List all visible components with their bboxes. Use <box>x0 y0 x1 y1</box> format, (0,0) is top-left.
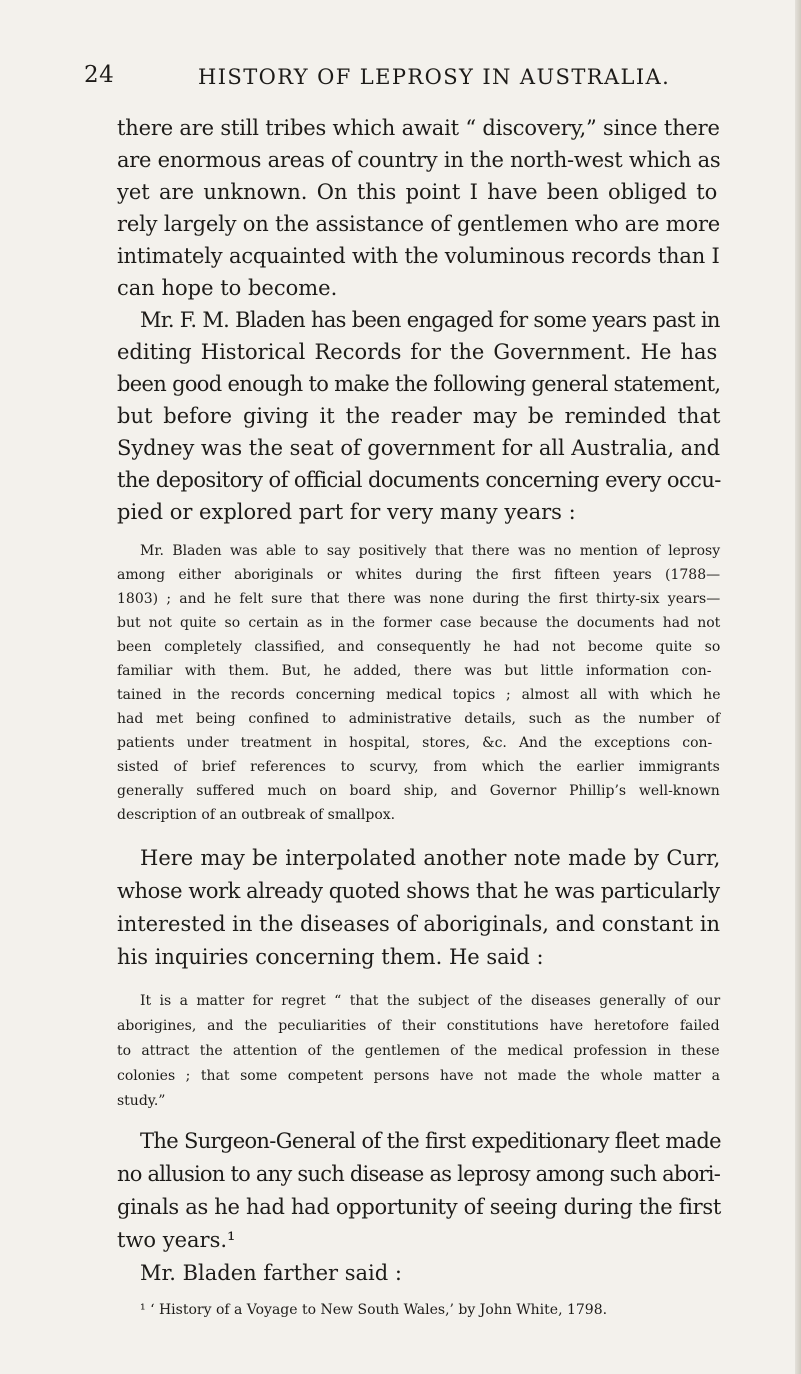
text-line: The Surgeon-General of the first expeditionary fleet made <box>140 1129 721 1153</box>
quote-line: It is a matter for regret “ that the subject of the diseases generally of our <box>140 993 721 1009</box>
text-line: rely largely on the assistance of gentlemen who are more <box>117 212 721 236</box>
running-title: HISTORY OF LEPROSY IN AUSTRALIA. <box>198 65 671 89</box>
text-line: can hope to become. <box>117 276 338 300</box>
text-line: Sydney was the seat of government for all Australia, and <box>117 436 721 460</box>
text-line: two years.¹ <box>117 1228 236 1252</box>
quote-line: tained in the records concerning medical topics ; almost all with which he <box>117 687 721 703</box>
quote-line: Mr. Bladen was able to say positively that there was no mention of leprosy <box>140 543 721 559</box>
text-line: interested in the diseases of aboriginals, and constant in <box>117 912 721 936</box>
text-line: intimately acquainted with the voluminous records than I <box>117 244 720 268</box>
quote-line: generally suffered much on board ship, and Governor Phillip’s well-known <box>117 783 720 799</box>
text-line: pied or explored part for very many years : <box>117 500 576 524</box>
text-line: yet are unknown. On this point I have been obliged to <box>117 180 718 204</box>
text-line: whose work already quoted shows that he was particularly <box>117 879 720 903</box>
page-header <box>84 62 724 96</box>
quote-line: to attract the attention of the gentlemen of the medical profession in these <box>117 1043 720 1059</box>
quote-line: familiar with them. But, he added, there was but little information con- <box>117 663 712 679</box>
quote-line: aborigines, and the peculiarities of their constitutions have heretofore failed <box>117 1018 720 1034</box>
text-line: Here may be interpolated another note made by Curr, <box>140 846 721 870</box>
quote-line: among either aboriginals or whites during the first fifteen years (1788— <box>117 567 721 583</box>
page-edge <box>795 0 801 1374</box>
quote-line: had met being confined to administrative details, such as the number of <box>117 711 720 727</box>
quote-line: sisted of brief references to scurvy, from which the earlier immigrants <box>117 759 720 775</box>
quote-line: been completely classified, and consequently he had not become quite so <box>117 639 721 655</box>
quote-line: patients under treatment in hospital, stores, &c. And the exceptions con- <box>117 735 713 751</box>
footnote: ¹ ‘ History of a Voyage to New South Wales,’ by John White, 1798. <box>140 1302 608 1318</box>
text-line: are enormous areas of country in the north-west which as <box>117 148 721 172</box>
quote-line: description of an outbreak of smallpox. <box>117 807 396 823</box>
quote-line: but not quite so certain as in the former case because the documents had not <box>117 615 721 631</box>
text-line: been good enough to make the following general statement, <box>117 372 721 396</box>
text-line: the depository of official documents concerning every occu- <box>117 468 721 492</box>
text-line: no allusion to any such disease as leprosy among such abori- <box>117 1162 721 1186</box>
text-line: ginals as he had had opportunity of seeing during the first <box>117 1195 721 1219</box>
text-line: there are still tribes which await “ discovery,” since there <box>117 116 720 140</box>
page-number: 24 <box>84 62 115 88</box>
text-line: but before giving it the reader may be reminded that <box>117 404 721 428</box>
text-line: Mr. F. M. Bladen has been engaged for some years past in <box>140 308 720 332</box>
quote-line: colonies ; that some competent persons have not made the whole matter a <box>117 1068 720 1084</box>
quote-line: 1803) ; and he felt sure that there was none during the first thirty-six years— <box>117 591 721 607</box>
text-line: his inquiries concerning them. He said : <box>117 945 544 969</box>
quote-line: study.” <box>117 1093 166 1109</box>
text-line: Mr. Bladen farther said : <box>140 1261 402 1285</box>
text-line: editing Historical Records for the Government. He has <box>117 340 718 364</box>
